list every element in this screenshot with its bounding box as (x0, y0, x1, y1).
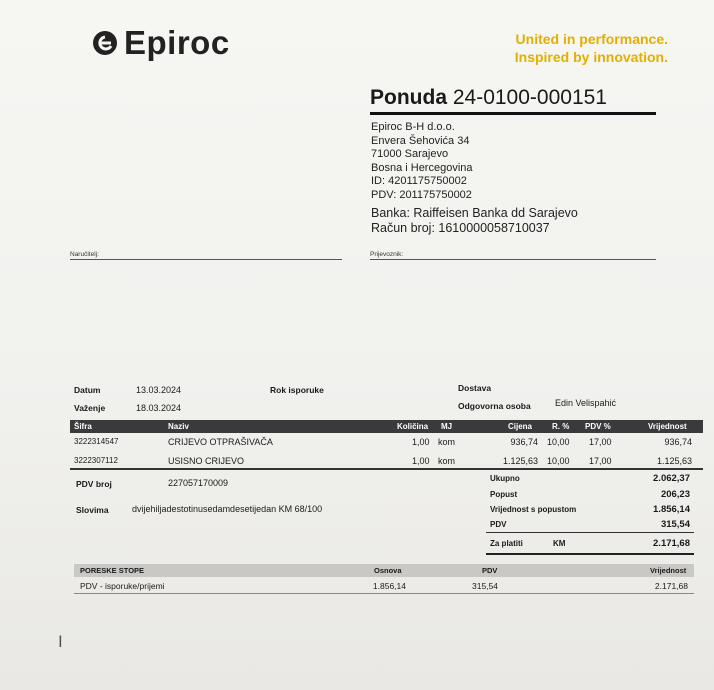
pdv-total-value: 315,54 (660, 519, 690, 530)
slovima-value: dvijehiljadestotinusedamdesetijedan KM 68/100 (132, 504, 323, 514)
col-osnova: Osnova (374, 566, 402, 575)
row-rabat: 10,00 (547, 456, 570, 466)
row-cijena: 936,74 (510, 437, 538, 447)
popust-label: Popust (490, 490, 518, 499)
tax-bottom-rule (74, 593, 694, 594)
row-vrijednost: 1.125,63 (656, 456, 692, 466)
bank-account: Račun broj: 1610000058710037 (371, 221, 550, 235)
title-word: Ponuda (370, 86, 447, 109)
text-cursor-icon: I (58, 632, 63, 651)
prijevoznik-rule (370, 259, 656, 260)
epiroc-logo (92, 24, 230, 62)
pdv-broj-value: 227057170009 (168, 478, 229, 488)
odgovorna-osoba-label: Odgovorna osoba (458, 401, 531, 411)
za-platiti-value: 2.171,68 (653, 538, 690, 549)
row-naziv: USISNO CRIJEVO (168, 456, 245, 466)
row-cijena: 1.125,63 (502, 456, 538, 466)
col-mj: MJ (441, 422, 453, 431)
slovima-label: Slovima (76, 505, 109, 515)
vazenje-value: 18.03.2024 (136, 403, 182, 413)
row-mj: kom (438, 456, 456, 466)
col-poreske-stope: PORESKE STOPE (80, 566, 145, 575)
tax-table-header (74, 564, 694, 577)
title-underline (370, 112, 656, 115)
tagline (515, 30, 668, 66)
prijevoznik-label: Prijevoznik: (370, 251, 404, 258)
pdv-total-label: PDV (490, 520, 507, 529)
row-mj: kom (438, 437, 456, 447)
company-address (371, 121, 473, 202)
col-naziv: Naziv (168, 422, 189, 431)
popust-value: 206,23 (660, 489, 690, 500)
bank-name: Banka: Raiffeisen Banka dd Sarajevo (371, 206, 578, 220)
company-pdv: PDV: 201175750002 (371, 188, 472, 201)
dostava-label: Dostava (458, 383, 492, 393)
tagline-line-1: United in performance. (515, 31, 668, 47)
tagline-line-2: Inspired by innovation. (514, 49, 668, 65)
datum-label: Datum (74, 385, 101, 395)
narucitelj-label: Naručitelj: (70, 251, 99, 258)
col-tax-vrijednost: Vrijednost (650, 566, 687, 575)
col-cijena: Cijena (508, 422, 533, 431)
items-bottom-rule (70, 468, 703, 470)
bank-info (371, 206, 578, 236)
row-kolicina: 1,00 (412, 456, 430, 466)
row-naziv: CRIJEVO OTPRAŠIVAČA (168, 437, 273, 447)
row-kolicina: 1,00 (412, 437, 430, 447)
currency-label: KM (553, 539, 566, 548)
tax-osnova: 1.856,14 (372, 581, 406, 591)
company-name: Epiroc B-H d.o.o. (371, 121, 455, 133)
za-platiti-top-rule (486, 532, 694, 533)
row-vrijednost: 936,74 (664, 437, 692, 447)
odgovorna-osoba-value: Edin Velispahić (555, 398, 617, 408)
s-popustom-label: Vrijednost s popustom (490, 505, 577, 514)
col-tax-pdv: PDV (482, 566, 498, 575)
datum-value: 13.03.2024 (136, 385, 182, 395)
s-popustom-value: 1.856,14 (653, 504, 690, 515)
company-city: 71000 Sarajevo (371, 148, 449, 160)
tax-stopa: PDV - isporuke/prijemi (80, 581, 165, 591)
col-kolicina: Količina (397, 422, 429, 431)
items-table-header (70, 420, 703, 433)
col-pdv: PDV % (585, 422, 611, 431)
ukupno-value: 2.062,37 (653, 473, 690, 484)
document-title (370, 86, 607, 110)
rok-isporuke-label: Rok isporuke (270, 385, 324, 395)
company-country: Bosna i Hercegovina (371, 161, 473, 174)
row-pdv: 17,00 (589, 437, 612, 447)
col-rabat: R. % (552, 422, 570, 431)
narucitelj-rule (70, 259, 342, 260)
col-vrijednost: Vrijednost (648, 422, 687, 431)
logo-text: Epiroc (124, 24, 230, 61)
epiroc-logo-icon (92, 30, 118, 56)
row-pdv: 17,00 (589, 456, 612, 466)
za-platiti-bottom-rule (486, 553, 694, 555)
tax-pdv: 315,54 (472, 581, 498, 591)
document-number: 24-0100-000151 (452, 86, 607, 109)
za-platiti-label: Za platiti (490, 539, 523, 548)
col-sifra: Šifra (74, 422, 92, 431)
company-street: Envera Šehovića 34 (371, 134, 470, 147)
row-sifra: 3222314547 (74, 437, 119, 446)
company-id: ID: 4201175750002 (371, 175, 467, 187)
vazenje-label: Važenje (74, 403, 106, 413)
row-sifra: 3222307112 (74, 456, 118, 465)
row-rabat: 10,00 (547, 437, 570, 447)
ukupno-label: Ukupno (490, 474, 520, 483)
pdv-broj-label: PDV broj (76, 479, 112, 489)
tax-vrijednost: 2.171,68 (654, 581, 688, 591)
